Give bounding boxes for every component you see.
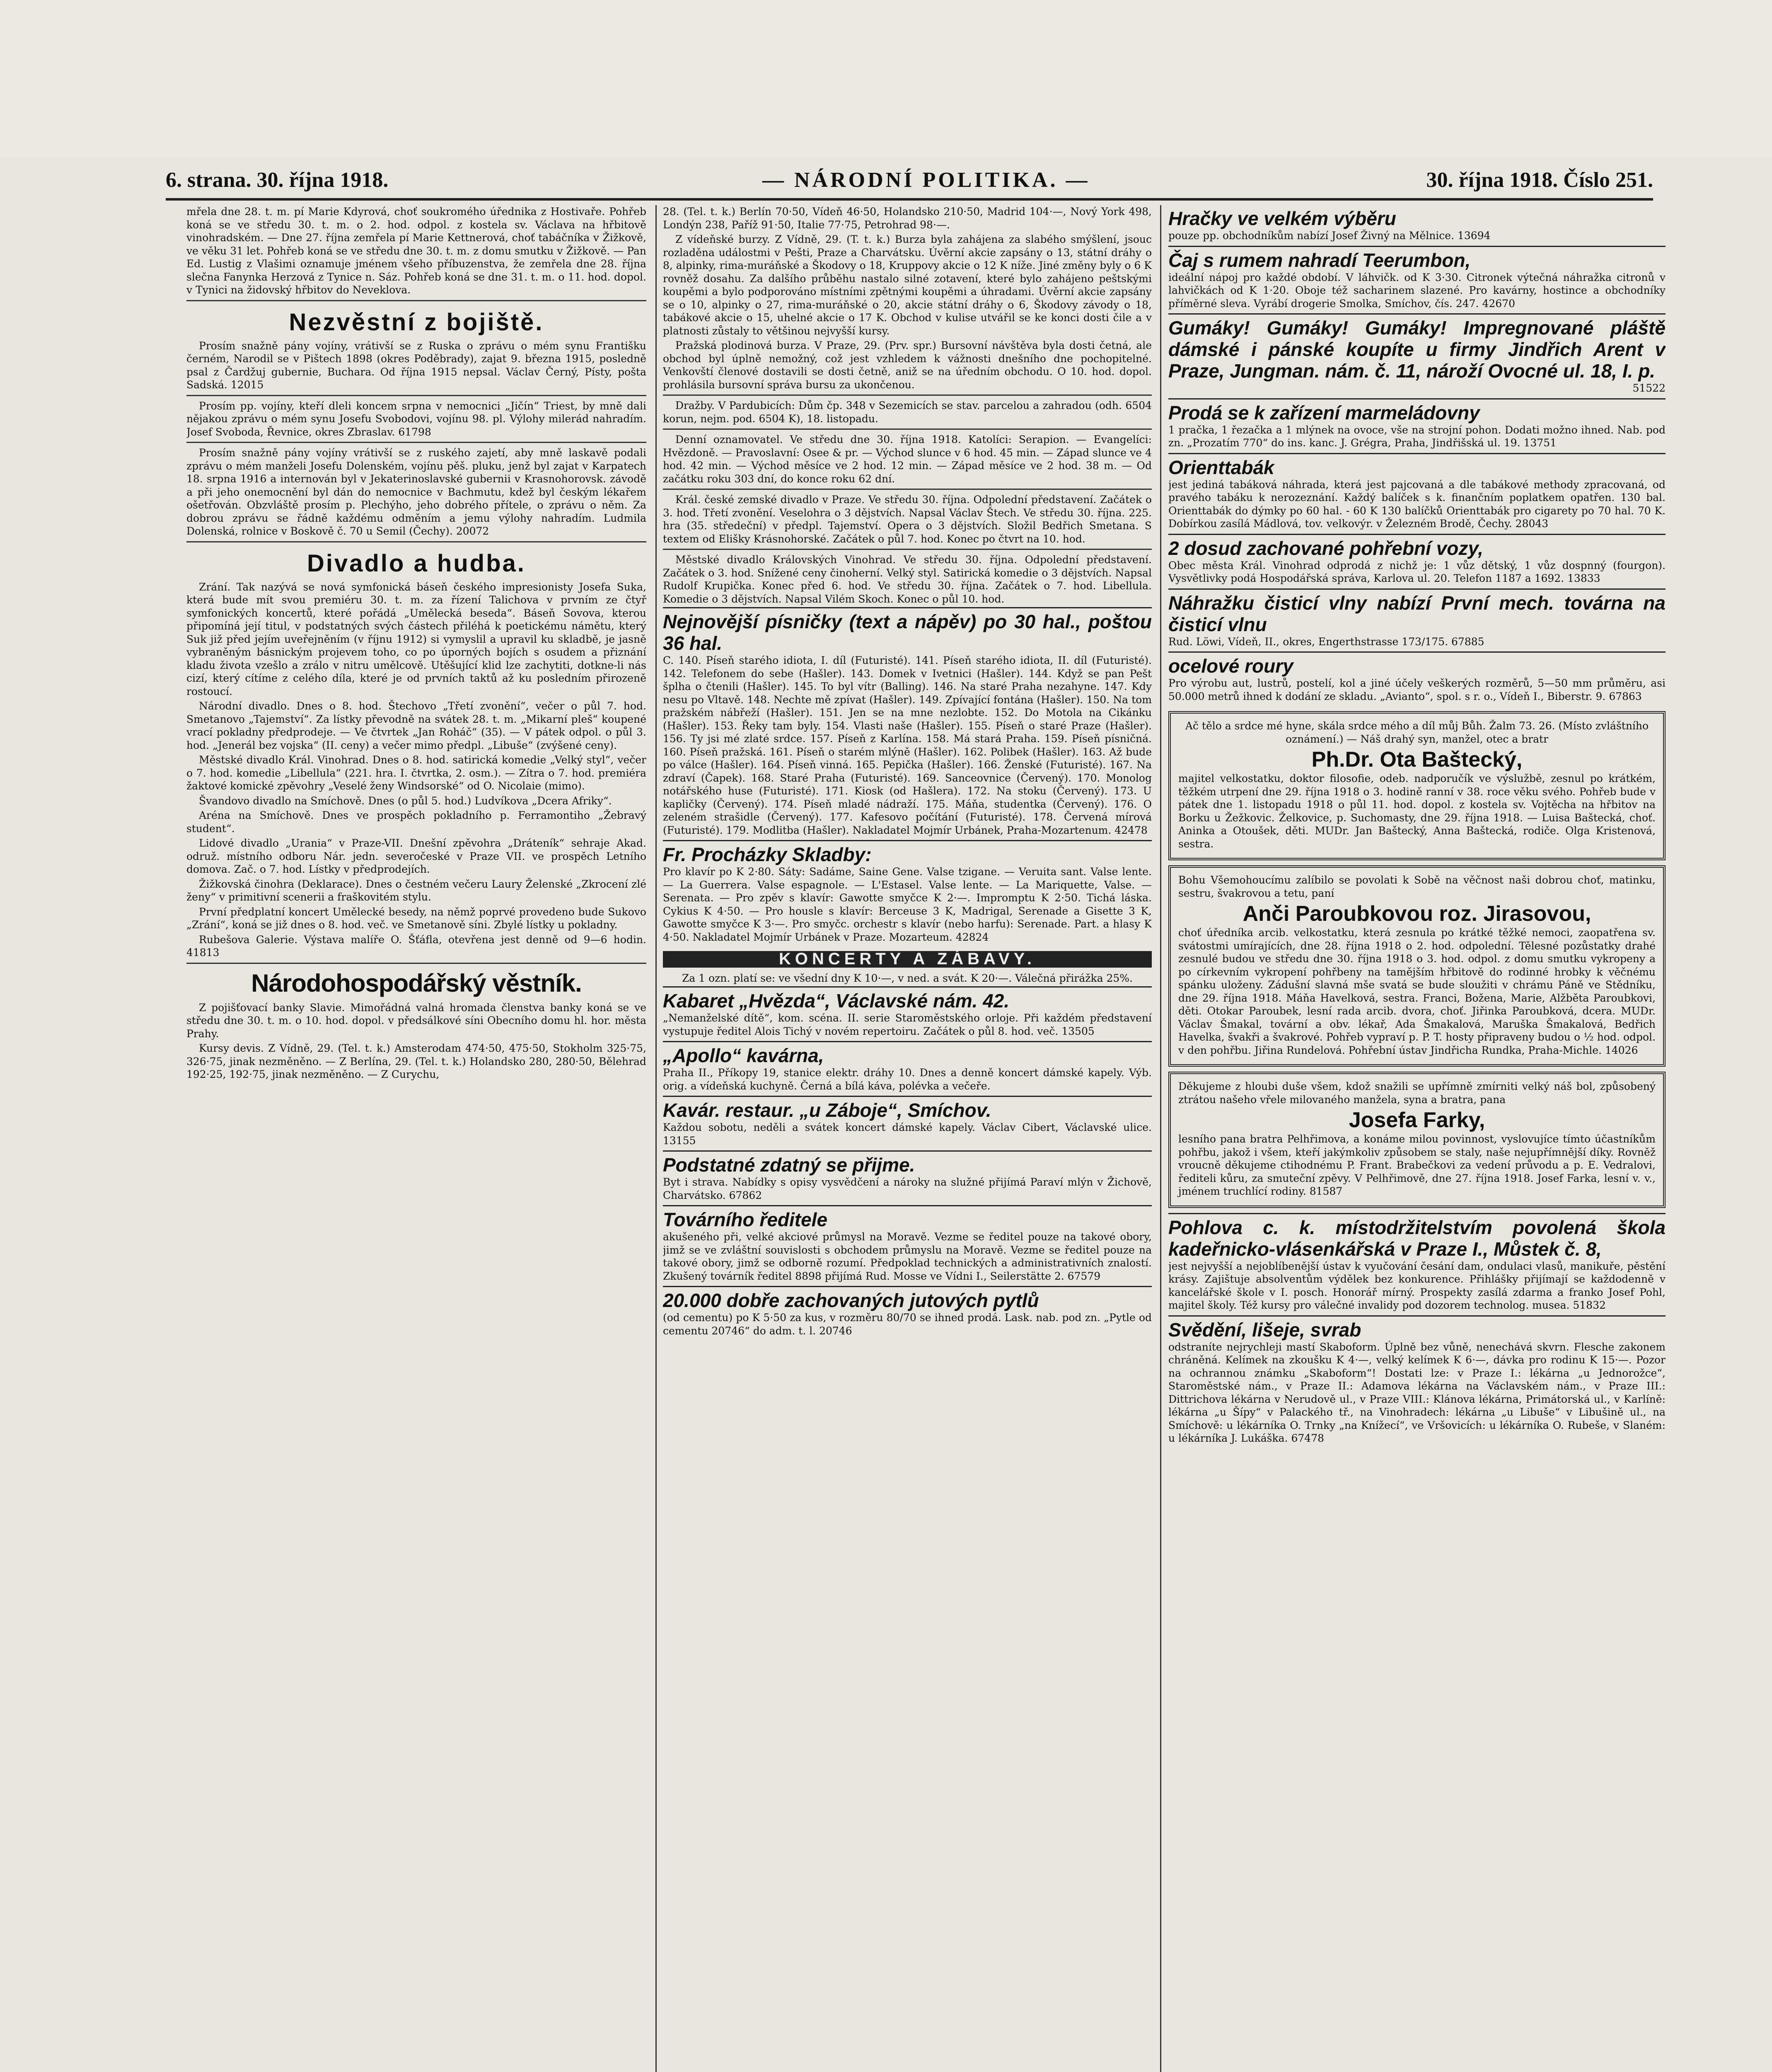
ad-songs	[663, 607, 1152, 840]
ad-heading: Náhražku čisticí vlny nabízí První mech. továrna na čisticí vlnu	[1168, 592, 1666, 635]
ad-heading: Továrního ředitele	[663, 1209, 828, 1230]
death-notice	[1168, 865, 1666, 1067]
article-paragraph: Z vídeňské burzy. Z Vídně, 29. (T. t. k.) Burza byla zahájena za slabého smýšlení, jsouc rozladěna událostmi v Pešti, Praze a Charvátsku. Úvěrní akcie zapsány o 13, státní dráhy o 8, alpinky, rima-muráňské a Škodovy o 18, Kruppovy akcie o 12 K níže. Jiné změny byly o 6 K rovněž dosahu. Za dalšího průběhu nastalo silné zotavení, které bylo zahájeno peštskými koupěmi a bylo podporováno místními zpětnými koupěmi a úhradami. Úvěrní akcie zapsány se o 10, alpinky o 27, rima-muráňské o 20, akcie státní dráhy o 6, Škodovy závody o 18, tabákové akcie o 15, uhelné akcie o 17 K. Obchod v kulise utvářil se ke konci dosti čile a v platnosti zůstaly to většinou nejvyšší kursy.	[663, 233, 1152, 337]
theatre-program: Městské divadlo Královských Vinohrad. Ve středu 30. října. Odpolední představení. Začátek o 3. hod. Snížené ceny činoherní. Velký styl. Satirická komedie o 3 dějstvích. Napsal Rudolf Krupička. Konec před 6. hod. Ve středu 30. října. Začátek o 7. hod. Libellula. Komedie o 3 dějstvích. Napsal Vilém Skoch. Konec o půl 10. hod.	[663, 554, 1152, 605]
ad-number: 51522	[1632, 382, 1666, 394]
notice-intro: Ač tělo a srdce mé hyne, skála srdce mého a díl můj Bůh. Žalm 73. 26. (Místo zvláštního oznámení.) — Náš drahý syn, manžel, otec a bratr	[1185, 720, 1649, 745]
ad-body: C. 140. Píseň starého idiota, I. díl (Futuristé). 141. Píseň starého idiota, II. díl (Futuristé). 142. Telefonem do sebe (Hašler). 143. Domek v Ivetnici (Hašler). 144. Když se pan Pešt šplha o čtenili (Hašler). 145. To byl vítr (Balling). 146. Na staré Praha nezahyne. 147. Kdy nesu po Vltavě. 148. Nechte mě zpívat (Hašler). 149. Zpívající fontána (Hašler). 150. Na tom pražském nábřeží (Hašler). 151. Jen se na mne nezlobte. 152. Do Motola na Cikánku (Hašler). 153. Řeky tam byly. 154. Vlasti naše (Hašler). 155. Píseň o staré Praze (Hašler). 156. Ty jsi mé zlaté srdce. 157. Píseň z Karlína. 158. Má stará Praha. 159. Píseň písničná. 160. Píseň pražská. 161. Píseň o starém mlýně (Hašler). 162. Polibek (Hašler). 163. Až bude po válce (Hašler). 164. Píseň vinná. 165. Pepička (Hašler). 166. Ženské (Futuristé). 167. Na zdraví (Čapek). 168. Staré Praha (Futuristé). 169. Sanceovnice (Červený). 170. Monolog notářského huse (Futuristé). 171. Kiosk (od Hašlera). 172. Na stoku (Červený). 173. U kapličky (Červený). 174. Píseň mladé nádraží. 175. Máňa, studentka (Červený). 176. O zeleném strašidle (Červený). 177. Kafesovo počítání (Futuristé). 178. Červená mírová (Futuristé). 179. Modlitba (Hašler). Nakladatel Mojmír Urbánek, Praha-Mozartenum. 42478	[663, 654, 1152, 836]
ad-toys	[1168, 205, 1666, 246]
ad-body: Pro klavír po K 2·80. Sáty: Sadáme, Saine Gene. Valse tzigane. — Veruita sant. Valse lente. — La Guerrera. Valse espagnole. — L'Estasel. Valse lente. — La Mariquette, Valse. — Serenata. — Pro zpěv s klavír: Gawotte smyčce K 2·—. Impromptu K 2·50. Tichá láska. Cykius K 4·50. — Pro housle s klavír: Berceuse 3 K, Madrigal, Serenade a Gisette 3 K, Gawotte smyčce K 3·—. Pro smyčc. orchestr s klavír (nebo harfu): Serenade. Part. a hlasy K 4·50. Nakladatel Mojmír Urbánek v Praze. Mozarteum. 42824	[663, 866, 1152, 943]
article-paragraph: Aréna na Smíchově. Dnes ve prospěch pokladního p. Ferramontiho „Žebravý student“.	[186, 809, 646, 835]
auctions: Dražby. V Pardubicích: Dům čp. 348 v Sezemicích se stav. parcelou a zahradou (odh. 6504 korun, nejm. pod. 6504 K), 18. listopadu.	[663, 399, 1152, 425]
ad-body: „Nemanželské dítě“, kom. scéna. II. serie Staroměstského orloje. Při každém představení vystupuje ředitel Alois Tichý v novém repertoiru. Začátek o půl 8. hod. več. 13505	[663, 1012, 1152, 1037]
ad-podstatne	[663, 1150, 1152, 1205]
ad-body: pouze pp. obchodníkům nabízí Josef Živný na Mělnice. 13694	[1168, 230, 1491, 242]
missing-notice: Prosím pp. vojíny, kteří dleli koncem srpna v nemocnici „Jičín“ Triest, by mně dali nějakou zprávu o mém synu Josefu Svobodovi, vojínu 98. pl. Výlohy milerád nahradím. Josef Svoboda, Řevnice, okres Zbraslav. 61798	[186, 399, 646, 438]
notice-body: lesního pana bratra Pelhřimova, a konáme milou povinnost, vyslovujíce tímto účastníkům pohřbu, jakož i všem, kteří jakýmkoliv způsobem se staly, naše nejupřímnější díky. Rovněž vroucně děkujeme ctihodnému P. Frant. Brabečkovi za vedení průvodu a p. E. Vedralovi, řediteli kůru, za smuteční zpěvy. V Pelhřimově, dne 27. října 1918. Josef Farka, lesní v. v., jménem truchlící rodiny. 81587	[1178, 1133, 1656, 1197]
page-header	[157, 164, 1653, 195]
ad-marmalade	[1168, 398, 1666, 453]
ad-hvezda	[663, 986, 1152, 1041]
separator	[186, 541, 646, 542]
notice-name: Josefa Farky,	[1349, 1108, 1485, 1132]
article-paragraph: Lidové divadlo „Urania“ v Praze-VII. Dnešní zpěvohra „Dráteník“ sehraje Akad. odruž. místního odboru Nár. jedn. severočeské v Praze VII. ve prospěch Letního domova. Zač. o 7. hod. Lístky v předprodejích.	[186, 837, 646, 875]
article-paragraph: Národní divadlo. Dnes o 8. hod. Štechovo „Třetí zvonění“, večer o půl 7. hod. Smetanovo „Tajemství“. Za lístky převodně na svátek 28. t. m. „Mikarní pleš“ koupené vrací pokladny předprodeje. — Ve čtvrtek „Jan Roháč“ (35). — V pátek odpol. o půl 3. hod. „Jenerál bez vojska“ (II. ceny) a večer mimo předpl. „Libuše“ (zvýšené ceny).	[186, 700, 646, 751]
ad-body: Praha II., Příkopy 19, stanice elektr. dráhy 10. Dnes a denně koncert dámské kapely. Výb. orig. a vídeňská kuchyně. Černá a bílá káva, polévka a večeře.	[663, 1067, 1152, 1092]
ad-heading: Hračky ve velkém výběru	[1168, 208, 1396, 229]
column-2	[663, 205, 1152, 2072]
article-paragraph: Z pojišťovací banky Slavie. Mimořádná valná hromada členstva banky koná se ve středu dne 30. t. m. o 10. hod. dopol. v předsálkové síni Obecního domu hl. hor. města Prahy.	[186, 1001, 646, 1040]
ad-cleaning-wool	[1168, 588, 1666, 652]
ad-heading: Čaj s rumem nahradí Teerumbon,	[1168, 249, 1471, 271]
thank-you-notice	[1168, 1072, 1666, 1208]
ad-heading: Fr. Procházky Skladby:	[663, 844, 872, 865]
ad-body: Každou sobotu, neděli a svátek koncert dámské kapely. Václav Cibert, Václavské ulice. 13155	[663, 1121, 1152, 1147]
ad-tobacco	[1168, 453, 1666, 534]
death-notice	[1168, 711, 1666, 860]
missing-notice: Prosím snažně pány vojíny, vrátivší se z Ruska o zprávu o mém synu Františku černém, Narodil se v Pištech 1898 (okres Poděbrady), zajat 9. března 1915, posledně psal z Čardžuj gubernie, Buchara. Od října 1915 nepsal. Václav Černý, Písty, pošta Sadská. 12015	[186, 339, 646, 391]
article-paragraph: Kursy devis. Z Vídně, 29. (Tel. t. k.) Amsterodam 474·50, 475·50, Stokholm 325·75, 326·75, jinak nezměněno. — Z Berlína, 29. (Tel. t. k.) Holandsko 280, 280·50, Bělehrad 192·25, 192·75, jinak nezměněno. — Z Curychu,	[186, 1042, 646, 1080]
article-paragraph: Městské divadlo Král. Vinohrad. Dnes o 8. hod. satirická komedie „Velký styl“, večer o 7. hod. komedie „Libellula“ (221. hra. I. čtvrtka, 2. osm.). — Zítra o 7. hod. premiéra žaktové komické zpěvohry „Veselé ženy Windsorské“ od O. Nicolaie (mimo).	[186, 754, 646, 792]
notice-intro: Děkujeme z hloubi duše všem, kdož snažili se upřímně zmírniti velký náš bol, způsobený ztrátou našeho vřele milovaného manžela, syna a bratra, pana	[1178, 1080, 1656, 1106]
notice-name: Anči Paroubkovou roz. Jirasovou,	[1243, 902, 1591, 926]
ad-heading: 2 dosud zachované pohřební vozy,	[1168, 537, 1483, 559]
article-paragraph: 28. (Tel. t. k.) Berlín 70·50, Vídeň 46·50, Holandsko 210·50, Madrid 104·—, Nový York 498, Londýn 238, Paříž 91·50, Italie 77·75, Petrohrad 98·—.	[663, 206, 1152, 231]
header-rule	[166, 198, 1653, 201]
theatre-program: Král. české zemské divadlo v Praze. Ve středu 30. října. Odpolední představení. Začátek o 3. hod. Třetí zvonění. Veselohra o 3 dějstvích. Napsal Václav Štech. Ve středu 30. října. 225. hra (35. středeční) v předpl. Tajemství. Opera o 3 dějstvích. Složil Bedřich Smetana. S textem od Elišky Krásnohorské. Začátek o půl 7. hod. Konec po čtvrt na 10. hod.	[663, 494, 1152, 545]
ad-body: odstraníte nejrychleji mastí Skaboform. Úplně bez vůně, nenechává skvrn. Flesche zakonem chráněná. Kelímek na zkoušku K 4·—, velký kelímek K 6·—, dávka pro rodinu K 15·—. Pozor na ochrannou známku „Skaboform“! Dostati lze: v Praze I.: lékárna „u Jednorožce“, Staroměstské nám., v Praze II.: Adamova lékárna na Václavském nám., v Praze III.: Dittrichova lékárna v Nerudově ul., v Praze VIII.: Klánova lékárna, Primátorská ul., v Karlíně: lékárna „u Šípy“ v Palackého tř., na Vinohradech: lékárna „u Libuše“ v Libušině ul., na Smíchově: u lékárníka O. Trnky „na Knížecí“, ve Vršovicích: u lékárníka O. Rubeše, v Slaném: u lékárníka J. Lukáška. 67478	[1168, 1341, 1666, 1444]
ad-apollo	[663, 1041, 1152, 1096]
ad-body: ideální nápoj pro každé období. V láhvičk. od K 3·30. Citronek výtečná náhražka citronů v lahvičkách od K 1·20. Oboje též sacharinem slazené. Pro kavárny, hostince a obchodníky příměrné sleva. Vyrábí drogerie Smolka, Smíchov, čís. 247. 42670	[1168, 271, 1666, 310]
ad-hearses	[1168, 534, 1666, 588]
ad-heading: Kavár. restaur. „u Záboje“, Smíchov.	[663, 1099, 991, 1121]
ad-body: Rud. Löwi, Vídeň, II., okres, Engerthstrasse 173/175. 67885	[1168, 635, 1484, 648]
section-band-concerts: KONCERTY A ZÁBAVY.	[663, 951, 1152, 968]
ad-zaboj	[663, 1096, 1152, 1150]
separator	[663, 428, 1152, 430]
column-divider-1	[655, 205, 657, 2072]
separator	[663, 549, 1152, 550]
obituary-text: mřela dne 28. t. m. pí Marie Kdyrová, choť soukromého úřednika z Hostivaře. Pohřeb koná se ve středu 30. t. m. o 2. hod. odpol. z kostela sv. Václava na hřbitově vinohradském. — Dne 27. října zemřela pí Marie Kettnerová, choť tabáčníka v Žižkově, ve věku 31 let. Pohřeb koná se ve středu dne 30. t. m. z domu smutku v Žižkově. — Pan Ed. Lustig z Vlašimi oznamuje jménem všeho příbuzenstva, že zemřela dne 28. října slečna Fanynka Herzová z Tynice n. Sáz. Pohřeb koná se dne 31. t. m. o 11. hod. dopol. v Tynici na židovský hřbitov do Neveklova.	[186, 206, 646, 296]
ad-body: (od cementu) po K 5·50 za kus, v rozměru 80/70 se ihned prodá. Lask. nab. pod zn. „Pytle od cementu 20746“ do adm. t. l. 20746	[663, 1312, 1152, 1337]
ad-pytle	[663, 1286, 1152, 1341]
notice-body: choť úředníka arcib. velkostatku, která zesnula po krátké těžké nemoci, zaopatřena sv. svátostmi umírajících, dne 28. října 1918 o 2. hod. odpolední. Tělesné pozůstatky drahé zesnulé budou ve středu dne 30. října 1918 o 3. hod. odpol. z domu smutku vykropeny a po církevním vykropení pohřbeny na tamějším hřbitově do rodinné hrobky k věčnému spánku uloženy. Zádušní slavná mše svatá se bude sloužiti v chrámu Páně ve Stědníku, dne 29. října 1918. Máňa Havelková, sestra. Franci, Božena, Marie, Alžběta Paroubkovi, děti. Otokar Paroubek, lesní rada arcib. dvora, choť. Jiřinka Paroubková, dcera. MUDr. Václav Šmakal, tovární a obv. lékař, Ada Šmakalová, Maruška Šmakalová, Bedřich Havelka, švakři a švakrové. Pohřeb vypraví p. P. T. hosty připraveny budou o ½ hod. odpol. v den pohřbu. Jiřina Rundelová. Pohřební ústav Jindřicha Rundka, Praha-Michle. 14026	[1178, 927, 1656, 1056]
article-paragraph: Rubešova Galerie. Výstava malíře O. Šťáfla, otevřena jest denně od 9—6 hodin. 41813	[186, 933, 646, 959]
article-paragraph: Žižkovská činohra (Deklarace). Dnes o čestném večeru Laury Želenské „Zkrocení zlé ženy“ v primitivní scenerii a fraškovitém stylu.	[186, 878, 646, 903]
ad-body: Byt i strava. Nabídky s opisy vysvědčení a nároky na služné přijímá Paraví mlýn v Žichově, Charvátsko. 67862	[663, 1176, 1152, 1201]
ad-heading: 20.000 dobře zachovaných jutových pytlů	[663, 1290, 1039, 1311]
ad-heading: „Apollo“ kavárna,	[663, 1045, 824, 1066]
article-paragraph: Pražská plodinová burza. V Praze, 29. (Prv. spr.) Bursovní návštěva byla dosti četná, ale obchod byl úplně nemožný, což jest vzhledem k vážnosti dnešního dne pochopitelné. Venkovští členové dostavili se dosti četně, aniž se na úředním obchodu. O 10. hod. dopol. prohlásila bursovní správa bursu za ukončenou.	[663, 339, 1152, 391]
ad-steel-pipes	[1168, 651, 1666, 706]
header-title: — NÁRODNÍ POLITIKA. —	[762, 168, 1090, 192]
header-right: 30. října 1918. Číslo 251.	[1426, 168, 1653, 192]
notice-intro: Bohu Všemohoucímu zalíbilo se povolati k Sobě na věčnost naši dobrou choť, matinku, sestru, švakrovou a tetu, paní	[1178, 874, 1656, 899]
section-title-missing: Nezvěstní z bojiště.	[289, 308, 544, 336]
ad-prochazka	[663, 840, 1152, 947]
ad-skaboform	[1168, 1315, 1666, 1448]
ad-heading: ocelové roury	[1168, 655, 1293, 677]
ad-raincoats	[1168, 313, 1666, 398]
rate-note: Za 1 ozn. platí se: ve všední dny K 10·—, v ned. a svát. K 20·—. Válečná přirážka 25%.	[682, 972, 1133, 984]
ad-heading: Gumáky! Gumáky! Gumáky! Impregnované pláště dámské i pánské koupíte u firmy Jindřich Arent v Praze, Jungman. nám. č. 11, nároží Ovocné ul. 18, I. p.	[1168, 317, 1666, 382]
ad-hairdressing-school	[1168, 1213, 1666, 1315]
ad-heading: Podstatné zdatný se přijme.	[663, 1154, 915, 1176]
ad-heading: Orienttabák	[1168, 456, 1274, 478]
ad-heading: Pohlova c. k. místodržitelstvím povolená škola kadeřnicko-vlásenkářská v Praze I., Můstek č. 8,	[1168, 1216, 1666, 1260]
column-3	[1168, 205, 1666, 2072]
ad-heading: Nejnovější písničky (text a nápěv) po 30 hal., poštou 36 hal.	[663, 611, 1152, 654]
separator	[663, 489, 1152, 490]
article-paragraph: První předplatní koncert Umělecké besedy, na němž poprvé provedeno bude Sukovo „Zrání“, koná se již dnes o 8. hod. več. ve Smetanově síni. Zbylé lístky u pokladny.	[186, 905, 646, 931]
section-title-theatre: Divadlo a hudba.	[307, 549, 526, 577]
ad-heading: Prodá se k zařízení marmeládovny	[1168, 402, 1480, 424]
article-paragraph: Zrání. Tak nazývá se nová symfonická báseň českého impresionisty Josefa Suka, která bude mít svou premiéru 30. t. m. za řízení Talichova v prvním ze čtyř symfonických koncertů, které pořádá „Umělecká beseda“. Báseň Sovova, kterou připomíná její titul, v podstatných svých částech přiléhá k poetickému námětu, který Suk již před jejím uveřejněním (v říjnu 1912) si vymyslil a upravil ku skladbě, je jasně vybraněným básnickým projevem toho, co po úporných bojích s osudem a přiznání kladu života vzešlo a zrálo v nitru umělcově. Utěšující klid lze zachytiti, dotkne-li nás cizí, který cítíme z celého díla, které je od prvních taktů až ku posledním přirozeně rostoucí.	[186, 581, 646, 697]
separator	[186, 395, 646, 396]
header-left: 6. strana. 30. října 1918.	[166, 168, 389, 192]
column-divider-2	[1160, 205, 1161, 2072]
ad-tea	[1168, 246, 1666, 314]
article-paragraph: Švandovo divadlo na Smíchově. Dnes (o půl 5. hod.) Ludvíkova „Dcera Afriky“.	[199, 794, 612, 807]
ad-heading: Svědění, lišeje, svrab	[1168, 1319, 1361, 1341]
notice-name: Ph.Dr. Ota Baštecký,	[1311, 748, 1523, 772]
notice-body: majitel velkostatku, doktor filosofie, odeb. nadporučík ve výslužbě, zesnul po krátkém, těžkém utrpení dne 29. října 1918 o 3. hodině ranní v 38. roce věku svého. Pohřeb bude v pátek dne 1. listopadu 1918 o půl 11. hod. dopol. z kostela sv. Vojtěcha na hřbitov na Borku u Žežkovic. Želkovice, p. Suchomasty, dne 29. října 1918. — Luisa Baštecká, choť. Aninka a Otoušek, děti. MUDr. Jan Baštecký, Anna Baštecká, rodiče. Olga Kristenová, sestra.	[1178, 772, 1656, 850]
column-1	[186, 205, 646, 2072]
ad-body: jest jediná tabáková náhrada, která jest pajcovaná a dle tabákové methody zpracovaná, od pravého tabáku k nerozeznání. Každý balíček s k. finančním poplatkem opatřen. 130 bal. Orienttabák do dýmky po 60 hal. - 60 K 130 balíčků Orienttabák pro cigarety po 70 hal. 70 K. Dobírkou zasílá Mádlová, tov. velkovýr. v Železném Brodě, Čechy. 28043	[1168, 478, 1666, 530]
separator	[186, 963, 646, 964]
ad-body: 1 pračka, 1 řezačka a 1 mlýnek na ovoce, vše na strojní pohon. Dodati možno ihned. Nab. pod zn. „Prozatím 770“ do ins. kanc. J. Grégra, Praha, Jindřišská ul. 19. 13751	[1168, 424, 1666, 449]
ad-body: Obec města Král. Vinohrad odprodá z nichž je: 1 vůz dětský, 1 vůz dospnný (fourgon). Vysvětlivky podá Hospodářská správa, Karlova ul. 20. Telefon 1187 a 1692. 13833	[1168, 559, 1666, 584]
separator	[663, 395, 1152, 396]
ad-body: jest nejvyšší a nejoblíbenější ústav k vyučování česání dam, ondulaci vlasů, manikuře, pěstění krásy. Zajištuje absolventům výdělek bez konkurence. Přihlášky přijímají se každodenně v kancelářské škole v I. posch. Honorář mírný. Prospekty zasílá zdarma a franko Josef Pohl, majitel školy. Též kursy pro válečné invalidy pod dozorem technolog. musea. 51832	[1168, 1260, 1666, 1311]
scan-margin	[0, 0, 1772, 157]
daily-notice: Denní oznamovatel. Ve středu dne 30. října 1918. Katolíci: Serapion. — Evangelíci: Hvězdoně. — Pravoslavní: Osee & pr. — Východ slunce v 6 hod. 45 min. — Západ slunce ve 4 hod. 42 min. — Východ měsíce ve 2 hod. 12 min. — Západ měsíce ve 2 hod. 38 m. — Od začátku roku 303 dní, do konce roku 62 dní.	[663, 433, 1152, 485]
ad-tovarni	[663, 1205, 1152, 1286]
separator	[186, 300, 646, 301]
ad-heading: Kabaret „Hvězda“, Václavské nám. 42.	[663, 990, 1010, 1012]
ad-body: Pro výrobu aut, lustrů, postelí, kol a jiné účely veškerých rozměrů, 5—50 mm průměru, asi 50.000 metrů ihned k dodání ze skladu. „Avianto“, spol. s r. o., Vídeň I., Biberstr. 9. 67863	[1168, 677, 1666, 702]
missing-notice: Prosím snažně pány vojíny vrátivší se z ruského zajetí, aby mně laskavě podali zprávu o mém manželi Josefu Dolenském, vojínu pěš. pluku, jenž byl zajat v Karpatech 18. srpna 1916 a internován byl v Jekaterinoslavské gubernii v Krasnohorovsk. závodě a při jeho onemocnění byl dán do nemocnice v Bachmutu, kdež byl českým lékařem ošetřován. Obzvláště prosím p. Plechýho, jeho dobrého přítele, o zprávu o něm. Za dobrou zprávu se řádně každému odměním a jemu výlohy nahradím. Ludmila Dolenská, rolnice v Boskově č. 70 u Semil (Čechy). 20072	[186, 447, 646, 537]
separator	[186, 442, 646, 443]
section-title-economy: Národohospodářský věstník.	[251, 969, 582, 997]
ad-body: akušeného při, velké akciové průmysl na Moravě. Vezme se ředitel pouze na takové obory, jimž se ve zvláštní souvislosti s obchodem průmyslu na Moravě. Vezme se ředitel pouze na takové obory, jimž se odborně rozumí. Předpoklad technických a administrativních znalostí. Zkušený továrník ředitel 8898 přijímá Rud. Mosse ve Vídni I., Seilerstätte 2. 67579	[663, 1231, 1152, 1282]
